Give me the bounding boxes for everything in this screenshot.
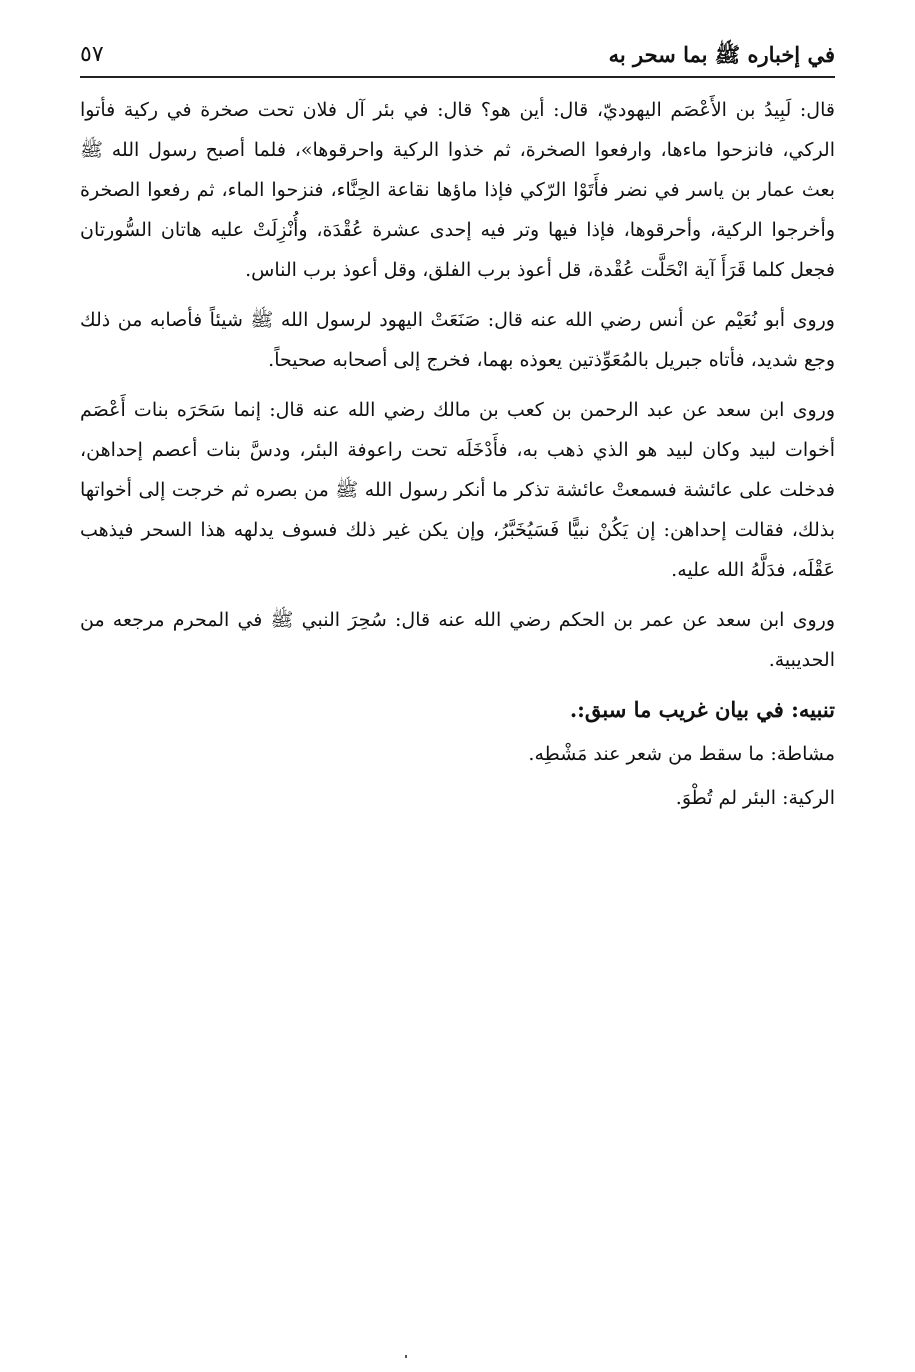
paragraph-2: وروى أبو نُعَيْم عن أنس رضي الله عنه قال: صَنَعَتْ اليهود لرسول الله ﷺ شيئاً فأصابه من ذلك وجع شديد، فأتاه جبريل بالمُعَوِّذتين يعوذه بهما، فخرج إلى أصحابه صحيحاً.	[80, 309, 835, 371]
paragraph-3: وروى ابن سعد عن عبد الرحمن بن كعب بن مالك رضي الله عنه قال: إنما سَحَرَه بنات أَعْصَم أخوات لبيد وكان لبيد هو الذي ذهب به، فأَدْخَلَه تحت راعوفة البئر، ودسَّ بنات أعصم إحداهن، فدخلت على عائشة فسمعتْ عائشة تذكر ما أنكر رسول الله ﷺ من بصره ثم خرجت إلى أخواتها بذلك، فقالت إحداهن: إن يَكُنْ نبيًّا فَسَيُخَبَّرُ، وإن يكن غير ذلك فسوف يدلهه هذا السحر فيذهب عَقْلَه، فدَلَّهُ الله عليه.	[80, 399, 835, 581]
note-heading: تنبيه: في بيان غريب ما سبق:.	[569, 697, 835, 722]
chapter-title: في إخباره ﷺ بما سحر به	[608, 42, 835, 67]
paragraph-4: وروى ابن سعد عن عمر بن الحكم رضي الله عنه قال: سُحِرَ النبي ﷺ في المحرم مرجعه من الحديبية.	[80, 609, 835, 671]
note-line-2: الركية: البئر لم تُطْوَ.	[675, 787, 835, 809]
scan-speck	[405, 1355, 407, 1358]
note-line-1: مشاطة: ما سقط من شعر عند مَشْطِه.	[528, 743, 835, 765]
running-header	[80, 36, 835, 74]
paragraph-1: قال: لَبِيدُ بن الأَعْصَم اليهوديّ، قال: أين هو؟ قال: في بئر آل فلان تحت صخرة في ركية فأتوا الركي، فانزحوا ماءها، وارفعوا الصخرة، ثم خذوا الركية واحرقوها»، فلما أصبح رسول الله ﷺ بعث عمار بن ياسر في نضر فأَتَوْا الرّكي فإذا ماؤها نقاعة الحِنَّاء، فنزحوا الماء، ثم رفعوا الصخرة وأخرجوا الركية، وأحرقوها، فإذا فيها وتر فيه إحدى عشرة عُقْدَة، وأُنْزِلَتْ عليه هاتان السُّورتان فجعل كلما قَرَأَ آية انْحَلَّت عُقْدة، قل أعوذ برب الفلق، وقل أعوذ برب الناس.	[80, 99, 835, 281]
page-number: ٥٧	[80, 42, 104, 67]
header-rule	[80, 76, 835, 78]
book-page	[80, 36, 835, 820]
glossary-note	[80, 688, 835, 820]
